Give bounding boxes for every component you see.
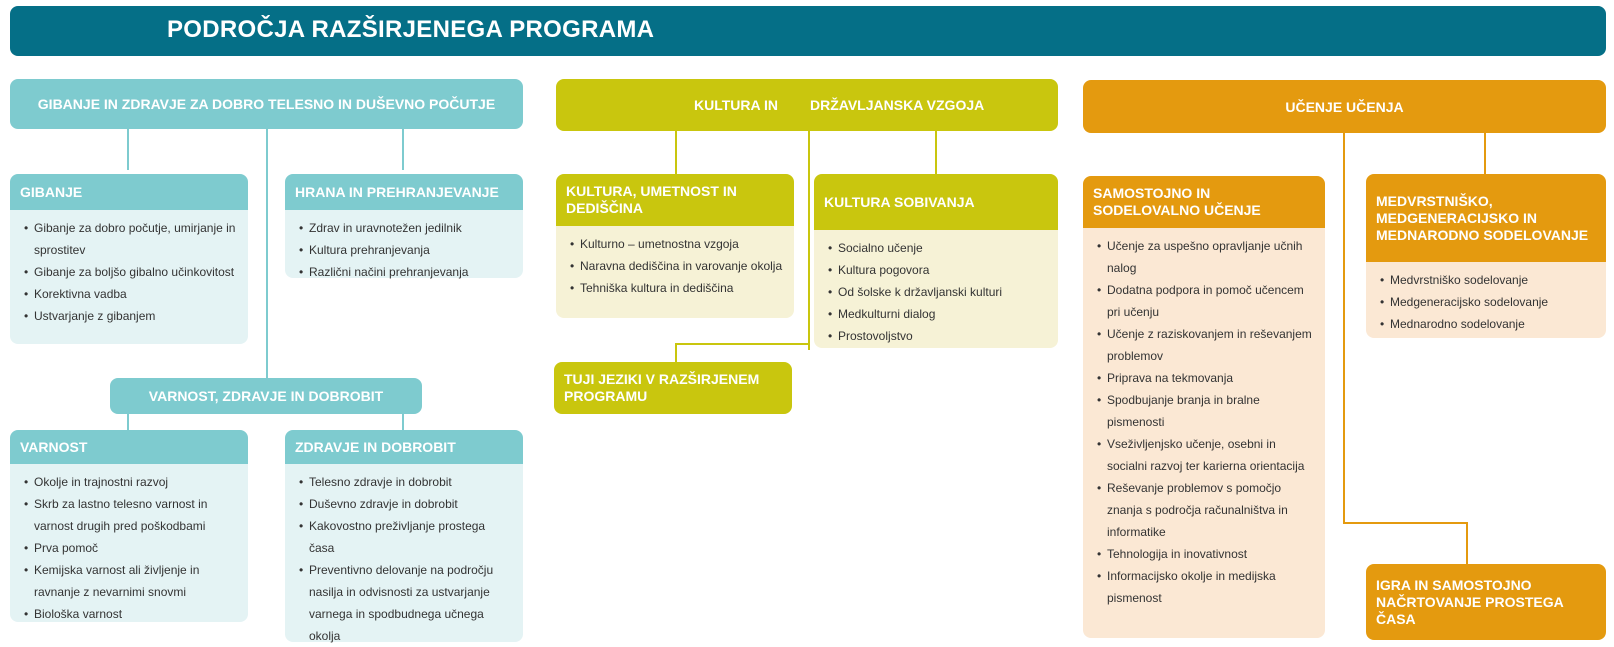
connector: [675, 343, 809, 345]
list-item: • Kultura pogovora: [838, 259, 1048, 281]
connector: [1343, 522, 1468, 524]
list-item: • Korektivna vadba: [34, 283, 238, 305]
list-item: • Zdrav in uravnotežen jedilnik: [309, 217, 513, 239]
list-item: • Socialno učenje: [838, 237, 1048, 259]
list-item: • Kakovostno preživljanje prostega časa: [309, 515, 513, 559]
list-item: • Prva pomoč: [34, 537, 238, 559]
card-title-gibanje: GIBANJE: [10, 174, 248, 210]
page-title: PODROČJA RAZŠIRJENEGA PROGRAMA: [167, 16, 655, 43]
list-item: • Učenje za uspešno opravljanje učnih nalog: [1107, 235, 1315, 279]
card-list-samostojno: [1083, 228, 1325, 638]
list-item: • Skrb za lastno telesno varnost in varnost drugih pred poškodbami: [34, 493, 238, 537]
list-item: • Kultura prehranjevanja: [309, 239, 513, 261]
connector: [1343, 132, 1345, 524]
card-title-igra: IGRA IN SAMOSTOJNO NAČRTOVANJE PROSTEGA ČASA: [1366, 564, 1606, 640]
list-item: • Medkulturni dialog: [838, 303, 1048, 325]
category-header-right: DRŽAVLJANSKA VZGOJA: [810, 97, 985, 113]
list-item: • Učenje z raziskovanjem in reševanjem problemov: [1107, 323, 1315, 367]
connector: [675, 130, 677, 174]
list-item: • Gibanje za dobro počutje, umirjanje in sprostitev: [34, 217, 238, 261]
list-item: • Medgeneracijsko sodelovanje: [1390, 291, 1596, 313]
list-item: • Dodatna podpora in pomoč učencem pri učenju: [1107, 279, 1315, 323]
list-item: • Telesno zdravje in dobrobit: [309, 471, 513, 493]
list-item: • Okolje in trajnostni razvoj: [34, 471, 238, 493]
list-item: • Priprava na tekmovanja: [1107, 367, 1315, 389]
connector: [402, 128, 404, 170]
connector: [1484, 132, 1486, 174]
list-item: • Kemijska varnost ali življenje in ravnanje z nevarnimi snovmi: [34, 559, 238, 603]
list-item: • Medvrstniško sodelovanje: [1390, 269, 1596, 291]
card-list-gibanje: [10, 210, 248, 344]
category-header-kultura: [556, 79, 1058, 131]
sub-header-varnost-zdravje: VARNOST, ZDRAVJE IN DOBROBIT: [110, 378, 422, 414]
card-title-samostojno: SAMOSTOJNO IN SODELOVALNO UČENJE: [1083, 176, 1325, 228]
category-header-gibanje-zdravje: GIBANJE IN ZDRAVJE ZA DOBRO TELESNO IN DUŠEVNO POČUTJE: [10, 79, 523, 129]
list-item: • Preventivno delovanje na področju nasilja in odvisnosti za ustvarjanje varnega in spodbudnega učnega okolja: [309, 559, 513, 647]
card-title-medvrstnisko: MEDVRSTNIŠKO, MEDGENERACIJSKO IN MEDNARODNO SODELOVANJE: [1366, 174, 1606, 262]
card-list-kultura-sobivanja: [814, 230, 1058, 348]
card-title-kultura-sobivanja: KULTURA SOBIVANJA: [814, 174, 1058, 230]
connector: [808, 130, 810, 350]
list-item: • Duševno zdravje in dobrobit: [309, 493, 513, 515]
list-item: • Vseživljenjsko učenje, osebni in socialni razvoj ter karierna orientacija: [1107, 433, 1315, 477]
list-item: • Reševanje problemov s pomočjo znanja s področja računalništva in informatike: [1107, 477, 1315, 543]
connector: [1466, 522, 1468, 564]
connector: [935, 130, 937, 174]
card-title-kultura-umetnost: KULTURA, UMETNOST IN DEDIŠČINA: [556, 174, 794, 226]
card-list-varnost: [10, 464, 248, 622]
list-item: • Gibanje za boljšo gibalno učinkovitost: [34, 261, 238, 283]
connector: [127, 128, 129, 170]
list-item: • Informacijsko okolje in medijska pismenost: [1107, 565, 1315, 609]
category-header-ucenje-ucenja: UČENJE UČENJA: [1083, 80, 1606, 133]
list-item: • Tehnologija in inovativnost: [1107, 543, 1315, 565]
card-title-zdravje: ZDRAVJE IN DOBROBIT: [285, 430, 523, 464]
card-list-kultura-umetnost: [556, 226, 794, 318]
list-item: • Prostovoljstvo: [838, 325, 1048, 347]
card-list-medvrstnisko: [1366, 262, 1606, 338]
list-item: • Kulturno – umetnostna vzgoja: [580, 233, 784, 255]
list-item: • Spodbujanje branja in bralne pismenosti: [1107, 389, 1315, 433]
list-item: • Biološka varnost: [34, 603, 238, 625]
page-banner: [10, 6, 1606, 56]
card-list-zdravje: [285, 464, 523, 642]
card-title-tuji-jeziki: TUJI JEZIKI V RAZŠIRJENEM PROGRAMU: [554, 362, 792, 414]
connector: [266, 128, 268, 378]
list-item: • Naravna dediščina in varovanje okolja: [580, 255, 784, 277]
list-item: • Od šolske k državljanski kulturi: [838, 281, 1048, 303]
connector: [675, 343, 677, 363]
card-title-varnost: VARNOST: [10, 430, 248, 464]
card-list-hrana: [285, 210, 523, 278]
list-item: • Tehniška kultura in dediščina: [580, 277, 784, 299]
list-item: • Ustvarjanje z gibanjem: [34, 305, 238, 327]
card-title-hrana: HRANA IN PREHRANJEVANJE: [285, 174, 523, 210]
list-item: • Mednarodno sodelovanje: [1390, 313, 1596, 335]
category-header-left: KULTURA IN: [694, 97, 778, 113]
list-item: • Različni načini prehranjevanja: [309, 261, 513, 283]
